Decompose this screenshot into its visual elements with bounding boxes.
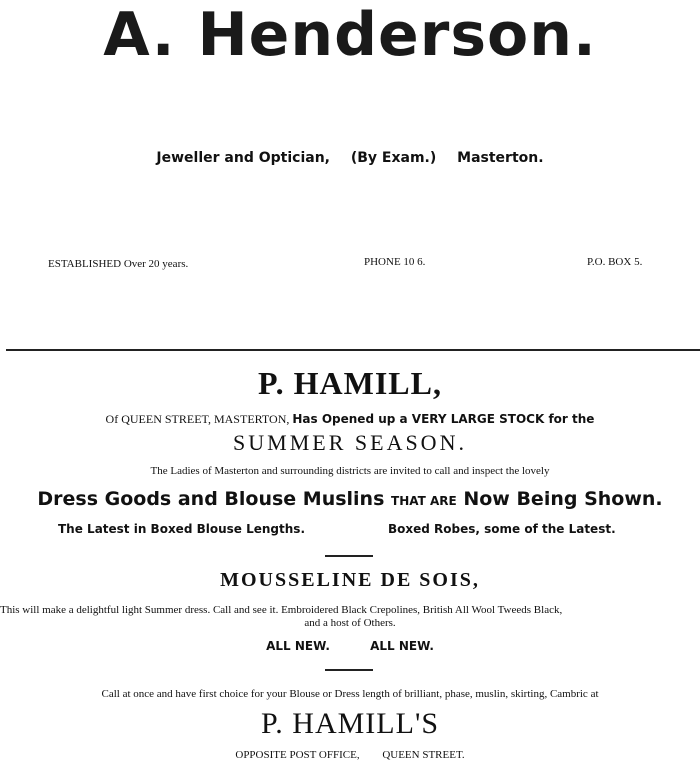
dress-goods: Dress Goods and Blouse Muslins [37, 488, 385, 510]
qualification: (By Exam.) [350, 150, 437, 166]
all-new-line [0, 639, 700, 653]
phone-text: PHONE 10 6. [364, 256, 426, 268]
po-box-text: P.O. BOX 5. [587, 256, 643, 268]
town: Masterton. [457, 150, 544, 166]
boxed-robes: Boxed Robes, some of the Latest. [388, 522, 616, 536]
henderson-subtitle [0, 150, 700, 166]
call-once-text: Call at once and have first choice for your Blouse or Dress length of brilliant, phase, muslin, skirting, Cambric at [101, 688, 599, 700]
short-rule [325, 669, 373, 671]
others-text: and a host of Others. [304, 617, 396, 629]
address: Of QUEEN STREET, MASTERTON, [105, 412, 290, 426]
summer-season-heading: SUMMER SEASON. [233, 430, 467, 455]
being-shown: Now Being Shown. [463, 488, 663, 510]
queen-street: QUEEN STREET. [382, 749, 465, 761]
all-new-first: ALL NEW. [266, 639, 330, 653]
profession: Jeweller and Optician, [156, 150, 330, 166]
all-new-second: ALL NEW. [370, 639, 434, 653]
opposite-post-office: OPPOSITE POST OFFICE, [235, 749, 360, 761]
summer-dress-text: This will make a delightful light Summer dress. Call and see it. Embroidered Black Crepolines, British All Wool Tweeds Black, [0, 604, 563, 616]
established-text: ESTABLISHED Over 20 years. [48, 258, 189, 270]
latest-blouse-lengths: The Latest in Boxed Blouse Lengths. [58, 522, 305, 536]
henderson-title: A. Henderson. [103, 0, 597, 70]
mousseline-heading: MOUSSELINE DE SOIS, [220, 569, 480, 591]
shop-location [0, 749, 700, 761]
short-rule [325, 555, 373, 557]
dress-goods-line [0, 488, 700, 510]
hamills-shop-name: P. HAMILL'S [260, 707, 440, 740]
announcement: Has Opened up a VERY LARGE STOCK for the [292, 412, 595, 426]
invitation-text: The Ladies of Masterton and surrounding districts are invited to call and inspect the lovely [150, 465, 550, 477]
hamill-title: P. HAMILL, [258, 365, 442, 401]
that-are: THAT ARE [391, 494, 457, 508]
section-divider [6, 349, 700, 351]
hamill-address-line [0, 412, 700, 427]
